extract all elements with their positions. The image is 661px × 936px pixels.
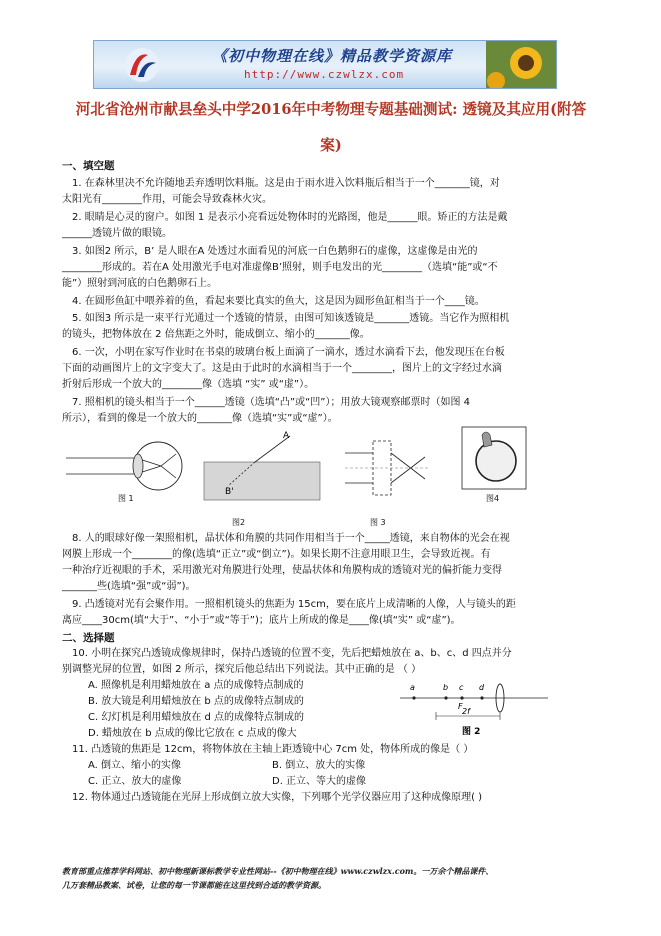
figure-2-label-b: B': [225, 487, 234, 497]
question-7-line-1: 7. 照相机的镜头相当于一个______透镜（选填“凸”或“凹”）；用放大镜观察邮票时（如图 4: [72, 397, 470, 408]
question-6-line-3: 折射后形成一个放大的________像（选填 “实” 或“虚”）。: [62, 379, 315, 390]
question-9-line-1: 9. 凸透镜对光有会聚作用。一照相机镜头的焦距为 15cm，要在底片上成清晰的人像，人与镜头的距: [72, 599, 516, 610]
question-7-line-2: 所示），看到的像是一个放大的_______像（选填“实”或“虚”）。: [62, 413, 338, 424]
point-d-label: d: [479, 683, 485, 692]
figure-3-label: 图 3: [370, 518, 386, 527]
question-10-option-d: D. 蜡烛放在 b 点成的像比它放在 c 点成的像大: [88, 728, 297, 739]
section-heading-fill-blank: 一、填空题: [62, 160, 115, 172]
question-10-figure: [400, 678, 550, 740]
question-10-figure-label: 图 2: [462, 727, 481, 737]
figure-2-water-refraction: [200, 428, 325, 503]
footer-line-1: 教育部重点推荐学科网站、初中物理新课标教学专业性网站--《初中物理在线》www.czwlzx.com。一万余个精品课件、: [62, 866, 494, 876]
figure-2-label-a: A: [283, 431, 290, 441]
question-6-line-1: 6. 一次，小明在家写作业时在书桌的玻璃台板上面滴了一滴水，透过水滴看下去，他发现压在台板: [72, 347, 505, 358]
sunflower-image: [486, 41, 556, 88]
site-logo-icon: [124, 47, 160, 83]
point-b-label: b: [443, 683, 449, 692]
question-3-line-3: 能”）照射到河底的白色鹅卵石上。: [62, 278, 218, 289]
question-12: 12. 物体通过凸透镜能在光屏上形成倒立放大实像，下列哪个光学仪器应用了这种成像原理( ): [72, 792, 483, 803]
question-5-line-1: 5. 如图3 所示是一束平行光通过一个透镜的情景，由图可知该透镜是_______透镜。当它作为照相机: [72, 313, 510, 324]
question-10-line-1: 10. 小明在探究凸透镜成像规律时，保持凸透镜的位置不变，先后把蜡烛放在 a、b、c、d 四点并分: [72, 648, 512, 659]
question-11-option-a: A. 倒立、缩小的实像: [88, 760, 182, 771]
question-11-option-d: D. 正立、等大的虚像: [272, 776, 367, 787]
figure-2-label: 图2: [232, 518, 246, 527]
question-8-line-3: 一种治疗近视眼的手术，采用激光对角膜进行处理，使晶状体和角膜构成的透镜对光的偏折能力变得: [62, 565, 502, 576]
question-2-line-1: 2. 眼睛是心灵的窗户。如图 1 是表示小亮看远处物体时的光路图，他是______眼。矫正的方法是戴: [72, 212, 508, 223]
figure-4-magnifier: [460, 425, 528, 491]
figure-4-label: 图4: [486, 494, 500, 503]
question-11-option-b: B. 倒立、放大的实像: [272, 760, 366, 771]
question-10-line-2: 别调整光屏的位置，如图 2 所示，探究后他总结出下列说法。其中正确的是 （ ）: [62, 664, 422, 675]
banner-title: 《初中物理在线》精品教学资源库: [212, 47, 453, 65]
question-3-line-2: ________形成的。若在A 处用激光手电对准虚像B’照射，则手电发出的光________（选填“能”或“不: [62, 262, 498, 273]
figure-3-lens-box: [345, 435, 430, 505]
two-f-label: 2f: [462, 707, 470, 716]
section-heading-choice: 二、选择题: [62, 632, 115, 644]
question-2-line-2: ______透镜片做的眼镜。: [62, 228, 172, 239]
question-8-line-4: _______些(选填“强”或“弱”)。: [62, 581, 196, 592]
figure-1-label: 图 1: [118, 494, 134, 503]
question-9-line-2: 离应____30cm(填“大于”、“小于”或“等于”)；底片上所成的像是____像(填“实” 或“虚”)。: [62, 615, 461, 626]
question-10-option-b: B. 放大镜是利用蜡烛放在 b 点的成像特点制成的: [88, 696, 304, 707]
point-c-label: c: [459, 683, 464, 692]
question-6-line-2: 下面的动画图片上的文字变大了。这是由于此时的水滴相当于一个________，图片上的文字经过水滴: [62, 363, 502, 374]
question-1-line-2: 太阳光有________作用，可能会导致森林火灾。: [62, 194, 272, 205]
question-5-line-2: 的镜头，把物体放在 2 倍焦距之外时，能成倒立、缩小的_______像。: [62, 329, 370, 340]
point-a-label: a: [410, 683, 415, 692]
question-1-line-1: 1. 在森林里决不允许随地丢弃透明饮料瓶。这是由于雨水进入饮料瓶后相当于一个_______镜，对: [72, 178, 500, 189]
figure-1-eye-diagram: [66, 430, 188, 502]
question-8-line-1: 8. 人的眼球好像一架照相机，晶状体和角膜的共同作用相当于一个_____透镜，来自物体的光会在视: [72, 533, 510, 544]
banner-url: http://www.czwlzx.com: [244, 68, 405, 81]
header-banner: [93, 40, 557, 89]
question-8-line-2: 网膜上形成一个________的像(选填“正立”或“倒立”)。如果长期不注意用眼卫生，会导致近视。有: [62, 549, 491, 560]
question-3-line-1: 3. 如图2 所示，B’ 是人眼在A 处透过水面看见的河底一白色鹅卵石的虚像，这虚像是由光的: [72, 246, 478, 257]
focal-point-label: F: [458, 702, 463, 711]
question-10-option-c: C. 幻灯机是利用蜡烛放在 d 点的成像特点制成的: [88, 712, 305, 723]
question-10-option-a: A. 照像机是利用蜡烛放在 a 点的成像特点制成的: [88, 680, 304, 691]
question-11: 11. 凸透镜的焦距是 12cm，将物体放在主轴上距透镜中心 7cm 处，物体所成的像是（ ）: [72, 744, 474, 755]
question-4: 4. 在圆形鱼缸中喂养着的鱼，看起来要比真实的鱼大，这是因为圆形鱼缸相当于一个____镜。: [72, 296, 485, 307]
footer-line-2: 几万套精品教案、试卷，让您的每一节课都能在这里找到合适的教学资源。: [62, 880, 326, 890]
document-title: 河北省沧州市献县垒头中学2016年中考物理专题基础测试: 透镜及其应用(附答案): [75, 101, 587, 154]
question-11-option-c: C. 正立、放大的虚像: [88, 776, 182, 787]
